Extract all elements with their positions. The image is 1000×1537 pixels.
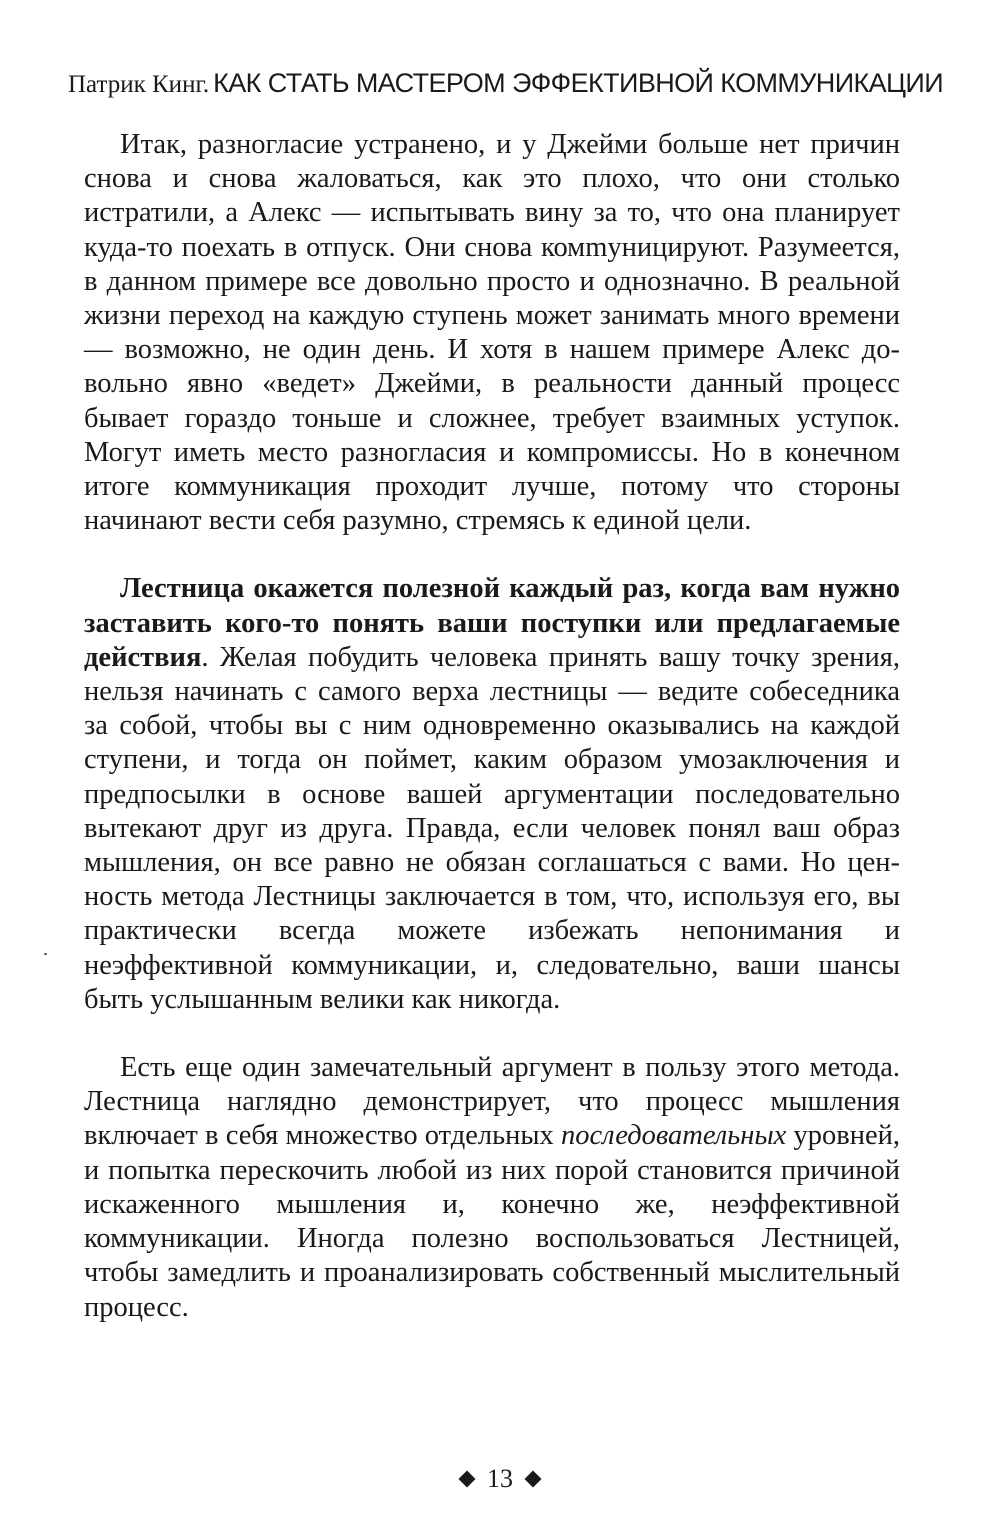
- paragraph-3: [84, 1051, 900, 1325]
- paragraph-2-text: . Желая побудить человека принять вашу точку зрения, нельзя начинать с самого верха лестницы — ведите собеседника за собой, чтобы вы с ним одновременно оказывались на каждой ступени, и тогда он поймет, каким образом умозаключения и предпосылки в основе вашей аргументации последовательно вытекают друг из друга. Правда, если человек понял ваш образ мышления, он все равно не обязан соглашаться с вами. Но ценность метода Лестницы заключается в том, что, используя его, вы практически всегда можете избежать непонимания и неэффективной коммуникации, и, следовательно, ваши шансы быть услышанным велики как никогда.: [84, 641, 900, 1015]
- running-head-book-title: КАК СТАТЬ МАСТЕРОМ ЭФФЕКТИВНОЙ КОММУНИКАЦИИ: [213, 68, 944, 98]
- diamond-ornament-right-icon: [525, 1471, 542, 1488]
- paragraph-3-text-before: Есть еще один замечательный аргумент в пользу этого метода. Лестница наглядно демонстрирует, что процесс мышления включает в себя множество отдельных: [84, 1052, 900, 1152]
- paragraph-2: [84, 572, 900, 1017]
- paragraph-1-text: Итак, разногласие устранено, и у Джейми больше нет причин снова и снова жаловаться, как это плохо, что они столько истратили, а Алекс — испытывать вину за то, что она планирует куда-то поехать в отпуск. Они снова комmуницируют. Разумеется, в данном примере все довольно просто и однозначно. В реальной жизни переход на каждую ступень может занимать много времени — возможно, не один день. И хотя в нашем примере Алекс довольно явно «ведет» Джейми, в реальности данный процесс бывает гораздо тоньше и сложнее, требует взаимных уступок. Могут иметь место разногласия и компромиссы. Но в конечном итоге коммуникация проходит лучше, потому что стороны начинают вести себя разумно, стремясь к единой цели.: [84, 129, 900, 537]
- page-number: 13: [487, 1464, 513, 1493]
- paragraph-3-italic-word: последовательных: [560, 1120, 787, 1152]
- paragraph-2-bold-lead: Лестница окажется полезной каждый раз, когда вам нужно заставить кого-то понять ваши поступки или предлагаемые действия: [84, 573, 900, 673]
- running-head-author: Патрик Кинг.: [68, 71, 210, 98]
- paragraph-1: [84, 128, 900, 538]
- page-footer: [0, 1464, 1000, 1494]
- running-head: [68, 68, 944, 99]
- body-text: [84, 128, 900, 1325]
- margin-speck: [44, 953, 47, 955]
- paragraph-3-text-after: уровней, и попытка перескочить любой из них порой становится причиной искаженного мышления и, конечно же, неэффективной коммуникации. Иногда полезно воспользоваться Лестницей, чтобы замедлить и проанализировать собственный мыслительный процесс.: [84, 1120, 900, 1323]
- diamond-ornament-left-icon: [459, 1471, 476, 1488]
